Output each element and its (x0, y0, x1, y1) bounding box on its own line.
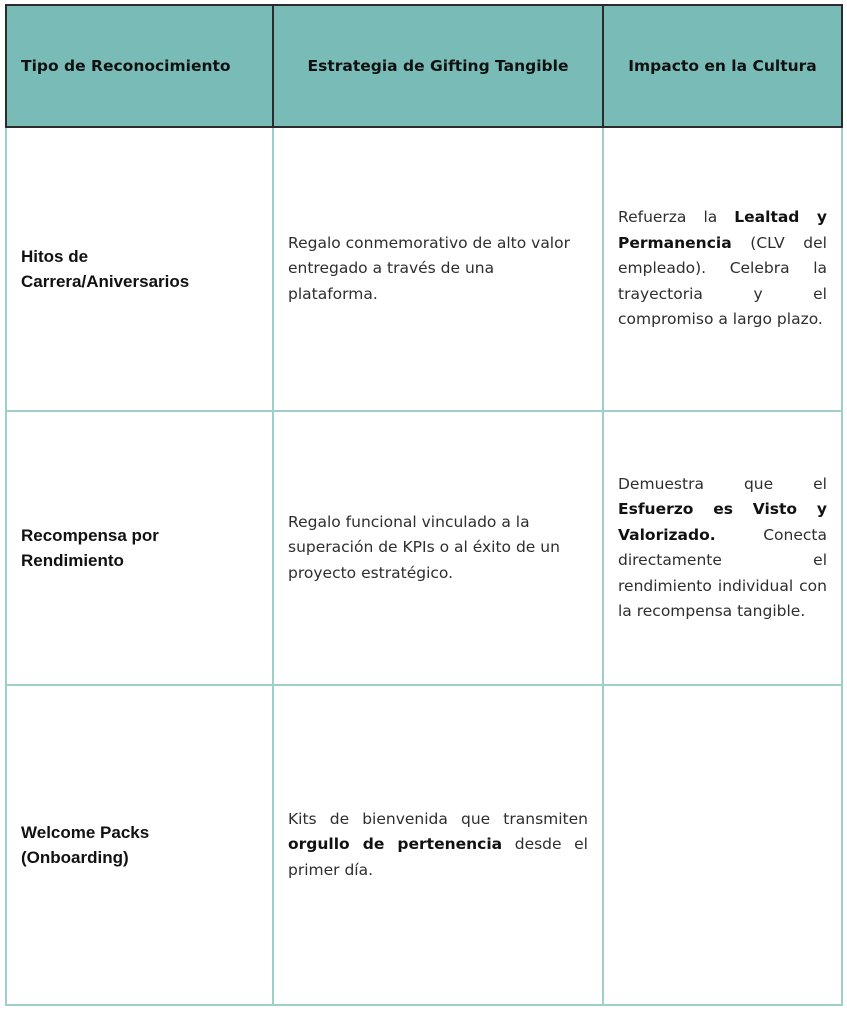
cell-recognition-type: Recompensa por Rendimiento (6, 411, 273, 685)
body-text: Refuerza la (618, 208, 735, 227)
body-text: Demuestra que el (618, 474, 827, 493)
header-tipo-de-reconocimiento: Tipo de Reconocimiento (6, 5, 273, 127)
emphasis-text: Esfuerzo es Visto y Valorizado. (618, 500, 827, 544)
body-text: Kits de bienvenida que transmiten (288, 809, 588, 828)
header-impacto-en-la-cultura: Impacto en la Cultura (603, 5, 842, 127)
body-text: Conecta directamente el rendimiento individual con la recompensa tangible. (618, 525, 827, 620)
body-text: (CLV del empleado). Celebra la trayectoria y el compromiso a largo plazo. (618, 233, 827, 329)
emphasis-text: orgullo de pertenencia (288, 835, 503, 854)
cell-gifting-strategy (273, 685, 603, 1005)
cell-culture-impact (603, 127, 842, 411)
header-row (6, 5, 842, 127)
body-text: Regalo funcional vinculado a la superación de KPIs o al éxito de un proyecto estratégico. (288, 512, 560, 582)
cell-recognition-type: Welcome Packs (Onboarding) (6, 685, 273, 1005)
cell-recognition-type: Hitos de Carrera/Aniversarios (6, 127, 273, 411)
cell-gifting-strategy (273, 127, 603, 411)
cell-gifting-strategy (273, 411, 603, 685)
recognition-table (5, 4, 843, 1006)
table-row (6, 127, 842, 411)
table-row (6, 411, 842, 685)
cell-culture-impact (603, 685, 842, 1005)
body-text: Regalo conmemorativo de alto valor entregado a través de una plataforma. (288, 233, 570, 303)
header-estrategia-de-gifting: Estrategia de Gifting Tangible (273, 5, 603, 127)
emphasis-text: Lealtad y Permanencia (618, 208, 827, 252)
table-row (6, 685, 842, 1005)
body-text: desde el primer día. (288, 835, 588, 879)
cell-culture-impact (603, 411, 842, 685)
